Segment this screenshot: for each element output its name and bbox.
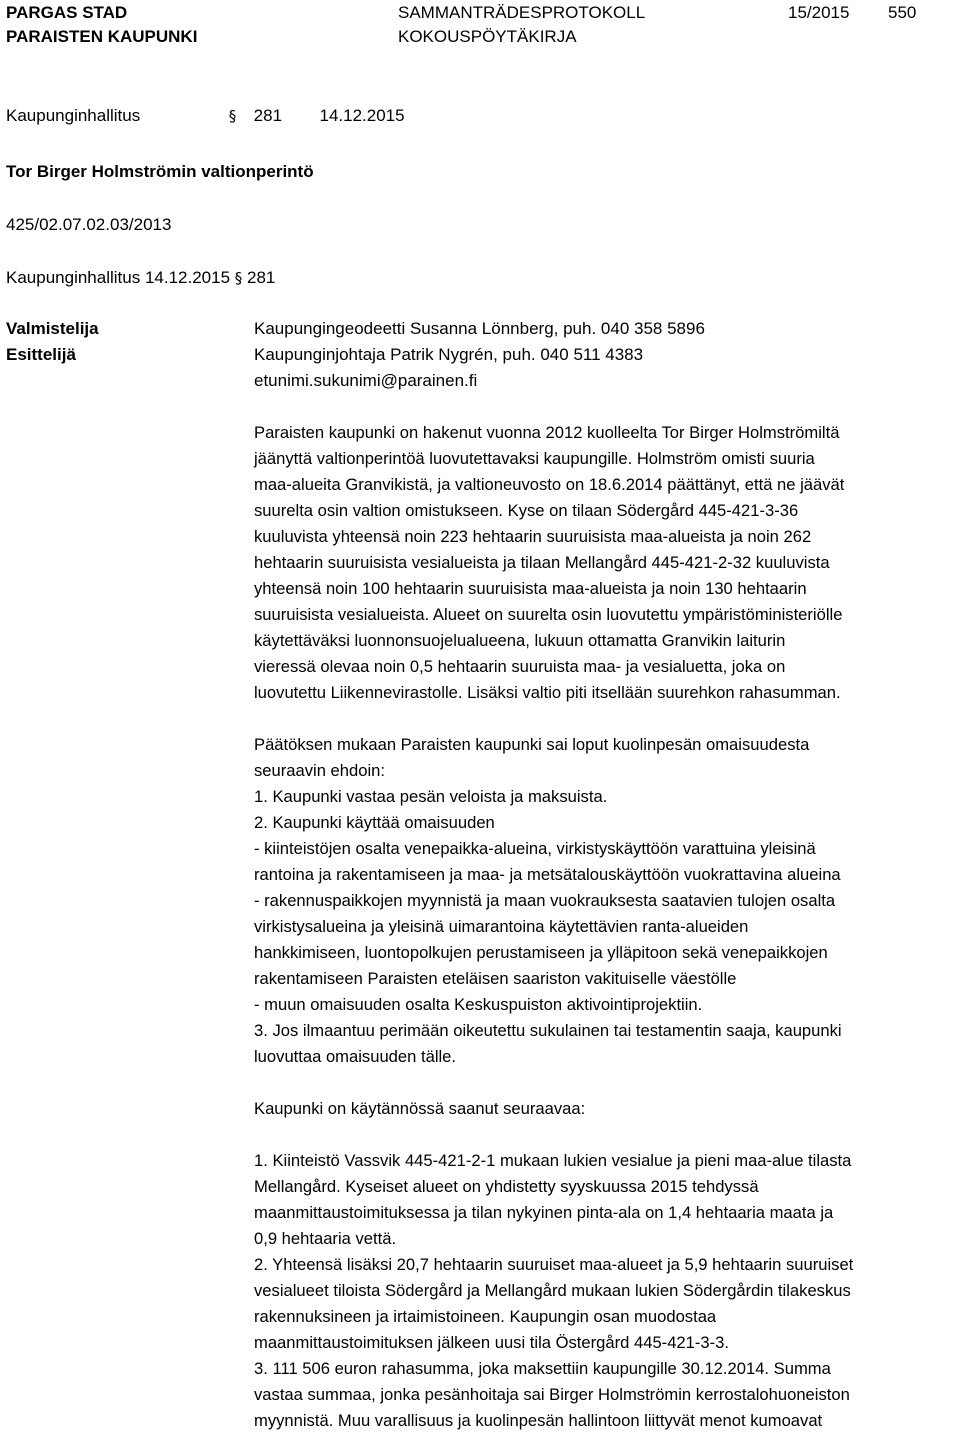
text-line: 1. Kaupunki vastaa pesän veloista ja maksuista.	[254, 787, 608, 806]
protocol-number: 15/2015	[788, 3, 850, 22]
document-type-sv: SAMMANTRÄDESPROTOKOLL	[398, 3, 646, 22]
text-line: Paraisten kaupunki on hakenut vuonna 2012 kuolleelta Tor Birger Holmströmiltä	[254, 423, 840, 442]
text-line: vastaa summaa, jonka pesänhoitaja sai Birger Holmströmin kerrostalohuoneiston	[254, 1385, 850, 1404]
text-line: - kiinteistöjen osalta venepaikka-alueina, virkistyskäyttöön varattuina yleisinä	[254, 839, 816, 858]
document-type-fi: KOKOUSPÖYTÄKIRJA	[398, 27, 577, 46]
history-body: Kaupunginhallitus 14.12.2015	[6, 268, 231, 287]
paragraph-received-items	[254, 1148, 957, 1434]
text-line: yhteensä noin 100 hehtaarin suuruisista maa-alueista ja noin 130 hehtaarin	[254, 579, 807, 598]
history-line	[6, 266, 275, 290]
organization-name-sv: PARGAS STAD	[6, 3, 128, 22]
text-line: maanmittaustoimituksessa ja tilan nykyinen pinta-ala on 1,4 hehtaaria maata ja	[254, 1203, 834, 1222]
text-line: vieressä olevaa noin 0,5 hehtaarin suuruista maa- ja vesialuetta, joka on	[254, 657, 786, 676]
text-line: - muun omaisuuden osalta Keskuspuiston aktivointiprojektiin.	[254, 995, 703, 1014]
section-symbol: §	[228, 107, 237, 125]
page-number: 550	[888, 3, 917, 22]
paragraph-received-intro	[254, 1096, 957, 1122]
text-line: rakentamiseen Paraisten eteläisen saariston vakituiselle väestölle	[254, 969, 737, 988]
meeting-line	[6, 104, 405, 128]
text-line: Päätöksen mukaan Paraisten kaupunki sai loput kuolinpesän omaisuudesta	[254, 735, 810, 754]
text-line: myynnistä. Muu varallisuus ja kuolinpesän hallintoon liittyvät menot kumoavat	[254, 1411, 823, 1430]
history-section-symbol: §	[234, 269, 243, 287]
text-line: 2. Yhteensä lisäksi 20,7 hehtaarin suuruiset maa-alueet ja 5,9 hehtaarin suuruiset	[254, 1255, 854, 1274]
presenter-value: Kaupunginjohtaja Patrik Nygrén, puh. 040 511 4383	[254, 345, 644, 364]
text-line: käytettäväksi luonnonsuojelualueena, lukuun ottamatta Granvikin laiturin	[254, 631, 786, 650]
text-line: Mellangård. Kyseiset alueet on yhdistetty syyskuussa 2015 tehdyssä	[254, 1177, 759, 1196]
text-line: kuuluvista yhteensä noin 223 hehtaarin suuruisista maa-alueista ja noin 262	[254, 527, 812, 546]
organization-name-fi: PARAISTEN KAUPUNKI	[6, 27, 198, 46]
text-line: 3. 111 506 euron rahasumma, joka maksettiin kaupungille 30.12.2014. Summa	[254, 1359, 831, 1378]
meeting-date: 14.12.2015	[319, 106, 405, 125]
organization-name	[6, 1, 197, 49]
section-number: 281	[253, 106, 283, 125]
text-line: 2. Kaupunki käyttää omaisuuden	[254, 813, 495, 832]
text-line: hehtaarin suuruisista vesialueista ja tilaan Mellangård 445-421-2-32 kuuluvista	[254, 553, 830, 572]
text-line: suuruisista vesialueista. Alueet on suurelta osin luovutettu ympäristöministeriölle	[254, 605, 843, 624]
paragraph-decision-terms	[254, 732, 957, 1070]
text-line: - rakennuspaikkojen myynnistä ja maan vuokrauksesta saatavien tulojen osalta	[254, 891, 836, 910]
record-number: 425/02.07.02.03/2013	[6, 215, 172, 234]
text-line: 0,9 hehtaaria vettä.	[254, 1229, 397, 1248]
text-line: rantoina ja rakentamiseen ja maa- ja metsätalouskäyttöön vuokrattavina alueina	[254, 865, 841, 884]
text-line: suurelta osin valtion omistukseen. Kyse on tilaan Södergård 445-421-3-36	[254, 501, 799, 520]
text-line: virkistysalueina ja yleisinä uimarantoina käytettävien ranta-alueiden	[254, 917, 749, 936]
text-line: 3. Jos ilmaantuu perimään oikeutettu sukulainen tai testamentin saaja, kaupunki	[254, 1021, 842, 1040]
presenter-row	[6, 342, 643, 368]
document-type	[398, 1, 645, 49]
text-line: rakennuksineen ja irtaimistoineen. Kaupungin osan muodostaa	[254, 1307, 717, 1326]
preparer-row	[6, 316, 705, 342]
text-line: jäänyttä valtionperintöä luovutettavaksi kaupungille. Holmström omisti suuria	[254, 449, 815, 468]
text-line: luovutettu Liikennevirastolle. Lisäksi valtio piti itsellään suurehkon rahasumman.	[254, 683, 841, 702]
history-section-number: 281	[247, 268, 276, 287]
paragraph-background	[254, 420, 957, 706]
preparer-value: Kaupungingeodeetti Susanna Lönnberg, puh. 040 358 5896	[254, 319, 705, 338]
text-line: Kaupunki on käytännössä saanut seuraavaa:	[254, 1099, 586, 1118]
meeting-body: Kaupunginhallitus	[6, 106, 141, 125]
text-line: 1. Kiinteistö Vassvik 445-421-2-1 mukaan lukien vesialue ja pieni maa-alue tilasta	[254, 1151, 852, 1170]
item-title: Tor Birger Holmströmin valtionperintö	[6, 162, 314, 181]
text-line: hankkimiseen, luontopolkujen perustamiseen ja ylläpitoon sekä venepaikkojen	[254, 943, 828, 962]
preparer-label: Valmistelija	[6, 319, 99, 338]
text-line: seuraavin ehdoin:	[254, 761, 385, 780]
text-line: vesialueet tiloista Södergård ja Mellangård mukaan lukien Södergårdin tilakeskus	[254, 1281, 851, 1300]
text-line: maa-alueita Granvikistä, ja valtioneuvosto on 18.6.2014 päättänyt, että ne jäävät	[254, 475, 845, 494]
contact-email: etunimi.sukunimi@parainen.fi	[254, 371, 478, 390]
text-line: luovuttaa omaisuuden tälle.	[254, 1047, 457, 1066]
text-line: maanmittaustoimituksen jälkeen uusi tila Östergård 445-421-3-3.	[254, 1333, 730, 1352]
presenter-label: Esittelijä	[6, 345, 76, 364]
